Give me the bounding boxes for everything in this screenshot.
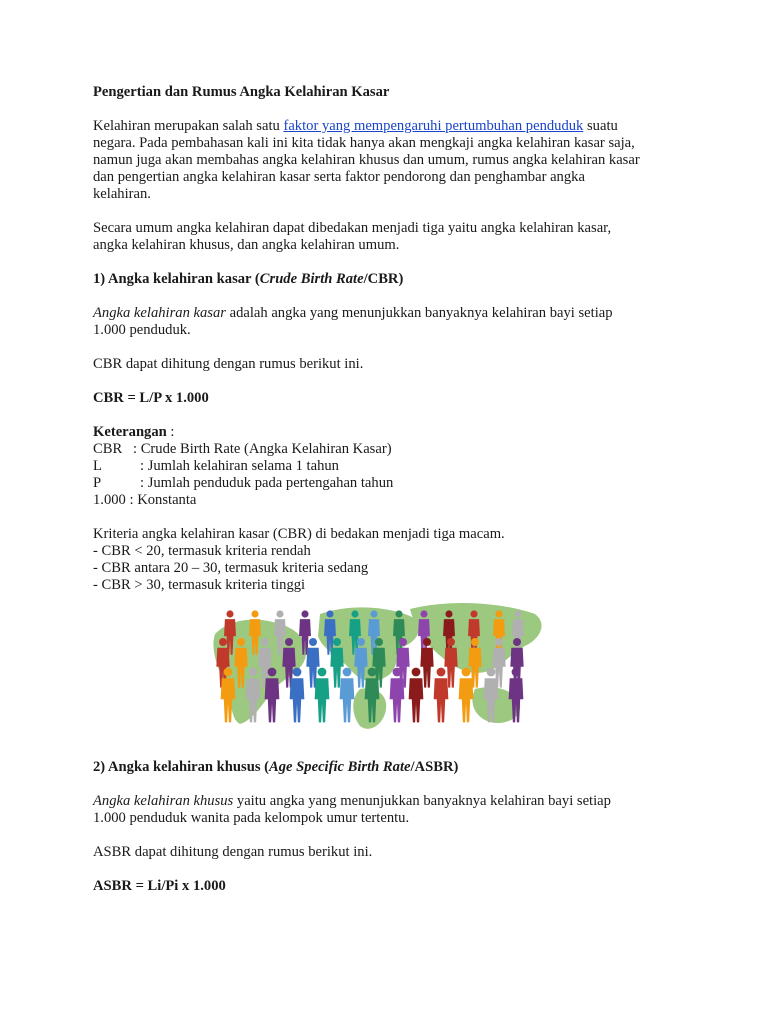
criteria-item: - CBR > 30, termasuk kriteria tinggi [93, 577, 306, 593]
person-figure [340, 668, 355, 723]
keterangan-desc: : Jumlah penduduk pada pertengahan tahun [140, 475, 394, 491]
criteria-list [93, 526, 693, 594]
intro-before-link: Kelahiran merupakan salah satu [93, 118, 284, 134]
cbr-formula: CBR = L/P x 1.000 [93, 390, 209, 406]
section2-def-term: Angka kelahiran khusus [93, 793, 234, 809]
keterangan-heading [93, 424, 693, 441]
section2-heading-suffix: /ASBR) [410, 759, 459, 775]
person-figure [409, 668, 424, 723]
section2-heading [93, 759, 693, 776]
section1-heading-italic: Crude Birth Rate [259, 271, 364, 287]
section2-heading-italic: Age Specific Birth Rate [269, 759, 411, 775]
world-population-illustration [210, 594, 550, 742]
intro-line: dan pengertian angka kelahiran kasar serta faktor pendorong dan penghambar angka [93, 169, 585, 185]
section1-heading-prefix: 1) Angka kelahiran kasar ( [93, 271, 260, 287]
keterangan-label: Keterangan [93, 424, 167, 440]
general-line: angka kelahiran khusus, dan angka kelahiran umum. [93, 237, 400, 253]
section2-def-rest: yaitu angka yang menunjukkan banyaknya kelahiran bayi setiap [233, 793, 611, 809]
factor-link[interactable]: faktor yang mempengaruhi pertumbuhan penduduk [283, 118, 584, 134]
keterangan-desc: : Crude Birth Rate (Angka Kelahiran Kasar) [133, 441, 392, 457]
keterangan-desc: : Jumlah kelahiran selama 1 tahun [140, 458, 339, 474]
keterangan-desc: : Konstanta [129, 492, 197, 508]
section1-definition [93, 305, 693, 339]
section2-definition [93, 793, 693, 827]
keterangan-row [93, 492, 693, 509]
keterangan-row [93, 458, 693, 475]
keterangan-key: 1.000 [93, 492, 126, 508]
intro-line: negara. Pada pembahasan kali ini kita tidak hanya akan mengkaji angka kelahiran kasar saja, [93, 135, 635, 151]
criteria-item: - CBR antara 20 – 30, termasuk kriteria sedang [93, 560, 369, 576]
intro-line: namun juga akan membahas angka kelahiran khusus dan umum, rumus angka kelahiran kasar [93, 152, 640, 168]
intro-paragraph [93, 118, 693, 203]
criteria-intro: Kriteria angka kelahiran kasar (CBR) di bedakan menjadi tiga macam. [93, 526, 505, 542]
keterangan-colon: : [166, 424, 175, 440]
keterangan-row [93, 441, 693, 458]
person-figure [315, 668, 330, 723]
keterangan-key: L [93, 458, 102, 474]
section2-def-line2: 1.000 penduduk wanita pada kelompok umur tertentu. [93, 810, 410, 826]
general-line: Secara umum angka kelahiran dapat dibedakan menjadi tiga yaitu angka kelahiran kasar, [93, 220, 612, 236]
keterangan-row [93, 475, 693, 492]
section1-formula-intro: CBR dapat dihitung dengan rumus berikut ini. [93, 356, 364, 372]
section2-heading-prefix: 2) Angka kelahiran khusus ( [93, 759, 270, 775]
keterangan-key: CBR [93, 441, 123, 457]
intro-line: kelahiran. [93, 186, 151, 202]
person-figure [459, 668, 474, 723]
section1-def-rest: adalah angka yang menunjukkan banyaknya kelahiran bayi setiap [225, 305, 613, 321]
people-on-map-image [210, 594, 550, 742]
page-title: Pengertian dan Rumus Angka Kelahiran Kasar [93, 84, 390, 100]
asbr-formula: ASBR = Li/Pi x 1.000 [93, 878, 226, 894]
intro-after-link: suatu [583, 118, 618, 134]
section2-formula-intro: ASBR dapat dihitung dengan rumus berikut ini. [93, 844, 373, 860]
person-figure [434, 668, 449, 723]
section1-def-term: Angka kelahiran kasar [93, 305, 226, 321]
section1-def-line2: 1.000 penduduk. [93, 322, 191, 338]
criteria-item: - CBR < 20, termasuk kriteria rendah [93, 543, 311, 559]
section1-heading-suffix: /CBR) [363, 271, 404, 287]
keterangan-key: P [93, 475, 102, 491]
general-paragraph [93, 220, 693, 254]
section1-heading [93, 271, 693, 288]
document-page [93, 84, 693, 895]
